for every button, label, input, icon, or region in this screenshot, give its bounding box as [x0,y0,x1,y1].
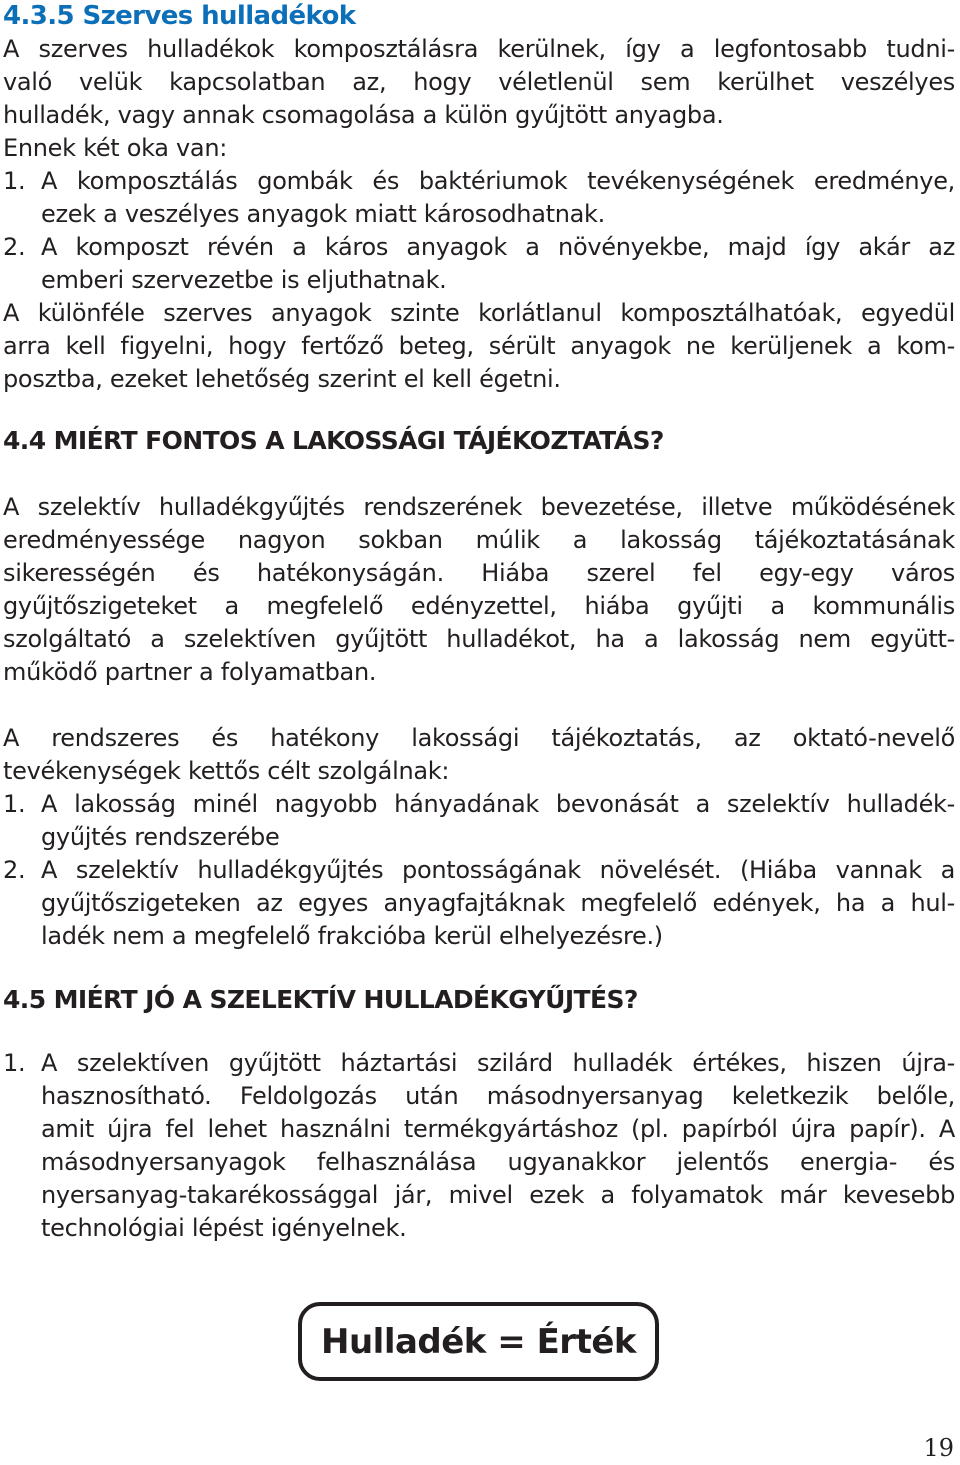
list-item-line: amit újra fel lehet használni termékgyártáshoz (pl. papírból újra papír). A [41,1115,955,1143]
section-heading: 4.5 MIÉRT JÓ A SZELEKTÍV HULLADÉKGYŰJTÉS? [3,985,638,1014]
callout-box [298,1302,659,1381]
section-4-4-body [3,491,955,689]
list-item [3,788,955,854]
paragraph-line: hulladék, vagy annak csomagolása a külön gyűjtött anyagba. [3,101,724,129]
list-item-line: technológiai lépést igényelnek. [41,1214,407,1242]
list-item [3,854,955,953]
list-item-line: gyűjtőszigeteken az egyes anyagfajtáknak megfelelő edények, ha a hul- [41,889,955,917]
list-item-line: ezek a veszélyes anyagok miatt károsodhatnak. [41,200,605,228]
section-4-3-5-body [3,33,955,396]
list-number: 2. [3,233,26,261]
paragraph-line: A szerves hulladékok komposztálásra kerülnek, így a legfontosabb tudni- [3,35,955,63]
paragraph-line: eredményessége nagyon sokban múlik a lakosság tájékoztatásának [3,526,955,554]
section-4-4-body-2 [3,722,955,953]
list-item-line: A lakosság minél nagyobb hányadának bevonását a szelektív hulladék- [41,790,955,818]
list-item-line: gyűjtés rendszerébe [41,823,280,851]
section-4-4 [3,425,955,457]
paragraph-line: arra kell figyelni, hogy fertőző beteg, sérült anyagok ne kerüljenek a kom- [3,332,955,360]
page-number: 19 [923,1434,954,1462]
list-number: 1. [3,790,26,818]
list-number: 1. [3,1049,26,1077]
section-heading: 4.4 MIÉRT FONTOS A LAKOSSÁGI TÁJÉKOZTATÁS? [3,426,664,455]
paragraph-line: A szelektív hulladékgyűjtés rendszerének bevezetése, illetve működésének [3,493,955,521]
section-heading: 4.3.5 Szerves hulladékok [3,1,356,31]
section-4-5 [3,984,955,1016]
section-4-5-body [3,1047,955,1245]
list-item-line: hasznosítható. Feldolgozás után másodnyersanyag keletkezik belőle, [41,1082,955,1110]
list-item [3,165,955,231]
paragraph-line: való velük kapcsolatban az, hogy véletlenül sem kerülhet veszélyes [3,68,955,96]
list-item-line: A komposzt révén a káros anyagok a növényekbe, majd így akár az [41,233,955,261]
paragraph-line: posztba, ezeket lehetőség szerint el kell égetni. [3,365,561,393]
section-4-3-5 [3,0,955,32]
list-item-line: A komposztálás gombák és baktériumok tevékenységének eredménye, [41,167,955,195]
paragraph-line: A különféle szerves anyagok szinte korlátlanul komposztálhatóak, egyedül [3,299,955,327]
callout-text: Hulladék = Érték [321,1321,636,1362]
list-item-line: A szelektíven gyűjtött háztartási szilárd hulladék értékes, hiszen újra- [41,1049,955,1077]
paragraph-line: tevékenységek kettős célt szolgálnak: [3,757,450,785]
paragraph-line: sikerességén és hatékonyságán. Hiába szerel fel egy-egy város [3,559,955,587]
list-item-line: nyersanyag-takarékossággal jár, mivel ezek a folyamatok már kevesebb [41,1181,955,1209]
list-number: 1. [3,167,26,195]
list-item-line: ladék nem a megfelelő frakcióba kerül elhelyezésre.) [41,922,663,950]
list-number: 2. [3,856,26,884]
list-item-line: másodnyersanyagok felhasználása ugyanakkor jelentős energia- és [41,1148,955,1176]
paragraph-line: működő partner a folyamatban. [3,658,377,686]
paragraph-line: A rendszeres és hatékony lakossági tájékoztatás, az oktató-nevelő [3,724,955,752]
paragraph-line: Ennek két oka van: [3,134,228,162]
list-item [3,231,955,297]
paragraph-line: gyűjtőszigeteket a megfelelő edényzettel, hiába gyűjti a kommunális [3,592,955,620]
list-item [3,1047,955,1245]
list-item-line: A szelektív hulladékgyűjtés pontosságának növelését. (Hiába vannak a [41,856,955,884]
paragraph-line: szolgáltató a szelektíven gyűjtött hulladékot, ha a lakosság nem együtt- [3,625,955,653]
list-item-line: emberi szervezetbe is eljuthatnak. [41,266,447,294]
